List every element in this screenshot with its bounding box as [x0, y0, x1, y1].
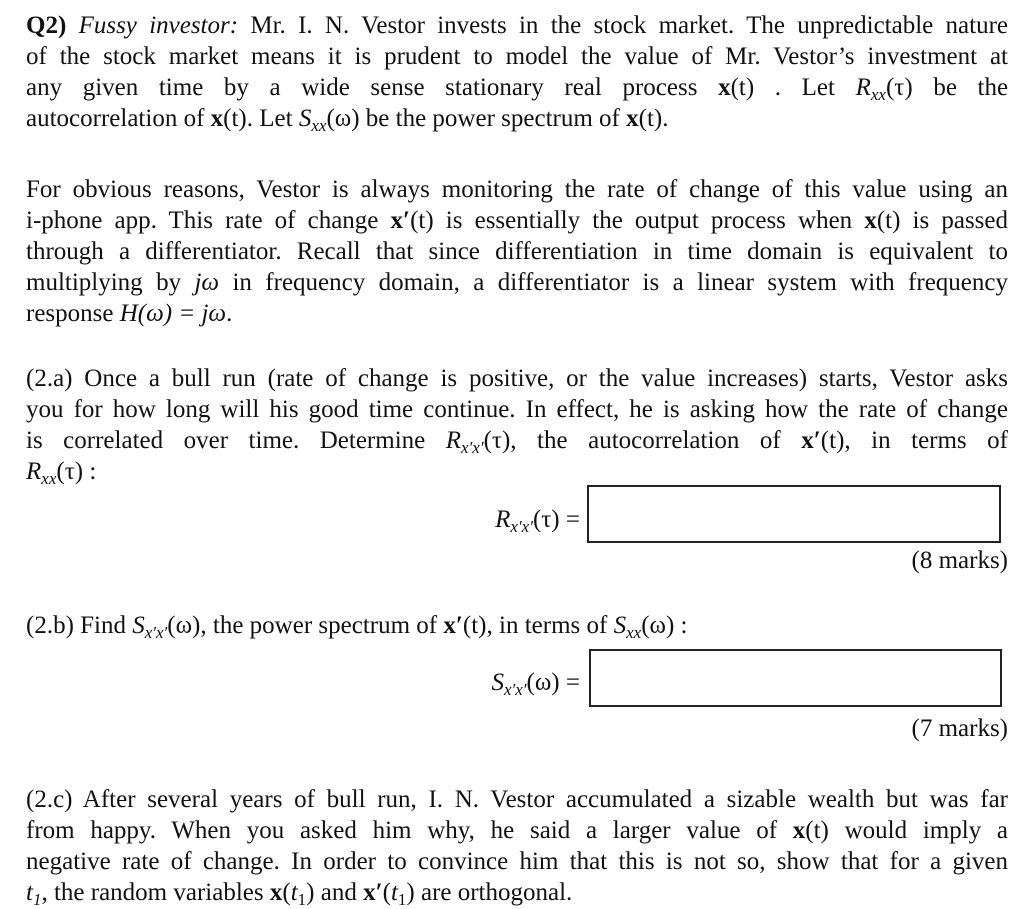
symbol-sub-1: 1 [32, 890, 42, 909]
symbol-omega: (ω) [526, 669, 560, 696]
math-x-prime: x′ [363, 879, 383, 906]
symbol-R: R [445, 427, 462, 454]
symbol-omega: (ω) [167, 612, 201, 639]
symbol-sub-1: 1 [297, 890, 307, 909]
diff-text-5b: . [226, 300, 233, 327]
part-a-text-3b: , the autocorrelation of [510, 427, 781, 454]
intro-line-2 [26, 41, 1008, 72]
diff-text-2c: is passed [912, 207, 1008, 234]
math-t: (t) [805, 817, 829, 844]
diff-line-1: For obvious reasons, Vestor is always monitoring the rate of change of this value using an [26, 176, 1008, 203]
math-x-prime: x′ [801, 427, 821, 454]
part-c-paragraph [26, 784, 1008, 908]
diff-text-5a: response [26, 300, 114, 327]
symbol-omega: (ω) [326, 105, 360, 132]
intro-line-4 [26, 103, 1008, 134]
intro-text-4d: . [662, 105, 669, 132]
symbol-sub-xx: xx [311, 116, 327, 135]
part-c-text-2a: from happy. When you asked him why, he said a larger value of [26, 817, 778, 844]
intro-text-3: any given time by a wide sense stationary real process [26, 74, 698, 101]
symbol-t: t [290, 879, 298, 906]
symbol-sub-xx: xx [870, 85, 886, 104]
part-b-text-c: , in terms of [486, 612, 608, 639]
math-t: (t) [820, 427, 845, 454]
math-t: (t) [638, 105, 663, 132]
intro-text-3b: . Let [774, 74, 835, 101]
math-t: (t) [876, 207, 901, 234]
math-t: (t) [223, 105, 247, 132]
marks-b: (7 marks) [911, 715, 1008, 742]
intro-text-3c: be the [933, 74, 1009, 101]
symbol-t: t [26, 879, 33, 906]
intro-text-1: Mr. I. N. Vestor invests in the stock market. The unpredictable nature [250, 12, 1009, 39]
math-t: (t) [730, 74, 755, 101]
symbol-tau: (τ) [885, 74, 913, 101]
intro-line-1 [26, 10, 1008, 41]
part-b-text-a: (2.b) Find [26, 612, 126, 639]
part-a-line-3 [26, 425, 1008, 456]
diff-text-2a: i-phone app. This rate of change [26, 207, 379, 234]
part-b-line-1 [26, 610, 1008, 641]
symbol-sub-xpxp: x′x′ [461, 438, 484, 457]
symbol-tau: (τ) [483, 427, 511, 454]
math-Rxx [855, 74, 913, 104]
part-c-text-4b: and [320, 879, 357, 906]
math-t1-paren: $(t_1)$ [282, 879, 315, 909]
intro-text-4b: . Let [246, 105, 293, 132]
math-x: x [210, 105, 224, 132]
question-page [26, 10, 1008, 908]
symbol-tau: (τ) [532, 506, 560, 533]
symbol-R: R [495, 506, 511, 533]
intro-line-3 [26, 72, 1008, 103]
math-t: (t) [462, 612, 487, 639]
part-c-text-4end: are orthogonal. [420, 879, 573, 906]
symbol-sub-xx: xx [626, 623, 642, 642]
marks-a: (8 marks) [911, 547, 1008, 574]
part-b-text-end: : [680, 612, 688, 639]
equals-sign: = [565, 506, 580, 533]
answer-row-a [26, 487, 1008, 549]
symbol-S: S [132, 612, 145, 639]
math-x: x [626, 105, 639, 132]
part-a-text-3a: is correlated over time. Determine [26, 427, 426, 454]
part-c-line-4 [26, 877, 1008, 908]
diff-text-4a: multiplying by [26, 269, 182, 296]
part-c-line-2 [26, 815, 1008, 846]
math-Rxx [26, 458, 84, 488]
math-H: H(ω) = jω [119, 300, 227, 327]
math-t1 [26, 879, 42, 909]
symbol-sub-xx: xx [41, 469, 57, 488]
equals-sign: = [565, 669, 580, 696]
part-a-line-1: (2.a) Once a bull run (rate of change is positive, or the value increases) starts, Vestor asks [26, 365, 1008, 392]
intro-text-2: of the stock market means it is prudent to model the value of Mr. Vestor’s investment at [26, 43, 1008, 70]
intro-text-4: autocorrelation of [26, 105, 205, 132]
diff-line-4 [26, 267, 1008, 298]
part-b-text-b: , the power spectrum of [200, 612, 438, 639]
question-title: Fussy investor: [78, 12, 239, 39]
symbol-S: S [613, 612, 627, 639]
part-c-line-1: (2.c) After several years of bull run, I. N. Vestor accumulated a sizable wealth but was far [26, 786, 1008, 813]
differentiator-paragraph [26, 174, 1008, 329]
math-x-prime: x′ [390, 207, 411, 234]
answer-box-a[interactable] [587, 485, 1001, 543]
math-x: x [718, 74, 731, 101]
answer-b-label [492, 667, 581, 698]
part-c-line-3: negative rate of change. In order to convince him that this is not so, show that for a given [26, 848, 1008, 875]
part-a-text-3c: , in terms of [844, 427, 1008, 454]
math-Rx'x' [445, 427, 511, 457]
math-x-prime: x′ [443, 612, 463, 639]
math-t: (t) [410, 207, 434, 234]
math-x: x [792, 817, 806, 844]
symbol-R: R [26, 458, 42, 485]
intro-paragraph [26, 10, 1008, 134]
math-jw: jω [194, 269, 220, 296]
math-x: x [864, 207, 877, 234]
part-a-paragraph [26, 363, 1008, 487]
symbol-sub-xpxp: x′x′ [144, 623, 168, 642]
part-a-text-4end: : [89, 458, 97, 485]
part-c-text-4a: , the random variables [41, 879, 264, 906]
math-t1-paren: $(t_1)$ [382, 879, 415, 909]
question-label: Q2) [26, 12, 67, 39]
symbol-S: S [298, 105, 312, 132]
math-x: x [269, 879, 283, 906]
symbol-R: R [855, 74, 871, 101]
symbol-sub-1: 1 [397, 890, 407, 909]
math-Sxx [298, 105, 360, 135]
symbol-sub-xpxp: x′x′ [510, 517, 533, 536]
diff-line-3: through a differentiator. Recall that since differentiation in time domain is equivalent to [26, 238, 1008, 265]
math-Sxx [613, 612, 675, 642]
answer-a-label [495, 504, 580, 535]
answer-row-b [26, 647, 1008, 709]
diff-line-5 [26, 298, 1008, 329]
intro-text-4c: be the power spectrum of [365, 105, 620, 132]
math-Sx'x' [132, 612, 201, 642]
part-c-text-2b: would imply a [844, 817, 1009, 844]
symbol-omega: (ω) [641, 612, 675, 639]
symbol-tau: (τ) [56, 458, 84, 485]
symbol-S: S [491, 669, 504, 696]
part-b-paragraph [26, 610, 1008, 641]
part-a-line-2: you for how long will his good time continue. In effect, he is asking how the rate of change [26, 396, 1008, 423]
diff-line-2 [26, 205, 1008, 236]
symbol-t: t [390, 879, 398, 906]
part-a-line-4 [26, 456, 1008, 487]
answer-box-b[interactable] [589, 649, 1002, 707]
diff-text-2b: is essentially the output process when [445, 207, 853, 234]
diff-text-4b: in frequency domain, a differentiator is a linear system with frequency [232, 269, 1009, 296]
symbol-sub-xpxp: x′x′ [504, 680, 527, 699]
